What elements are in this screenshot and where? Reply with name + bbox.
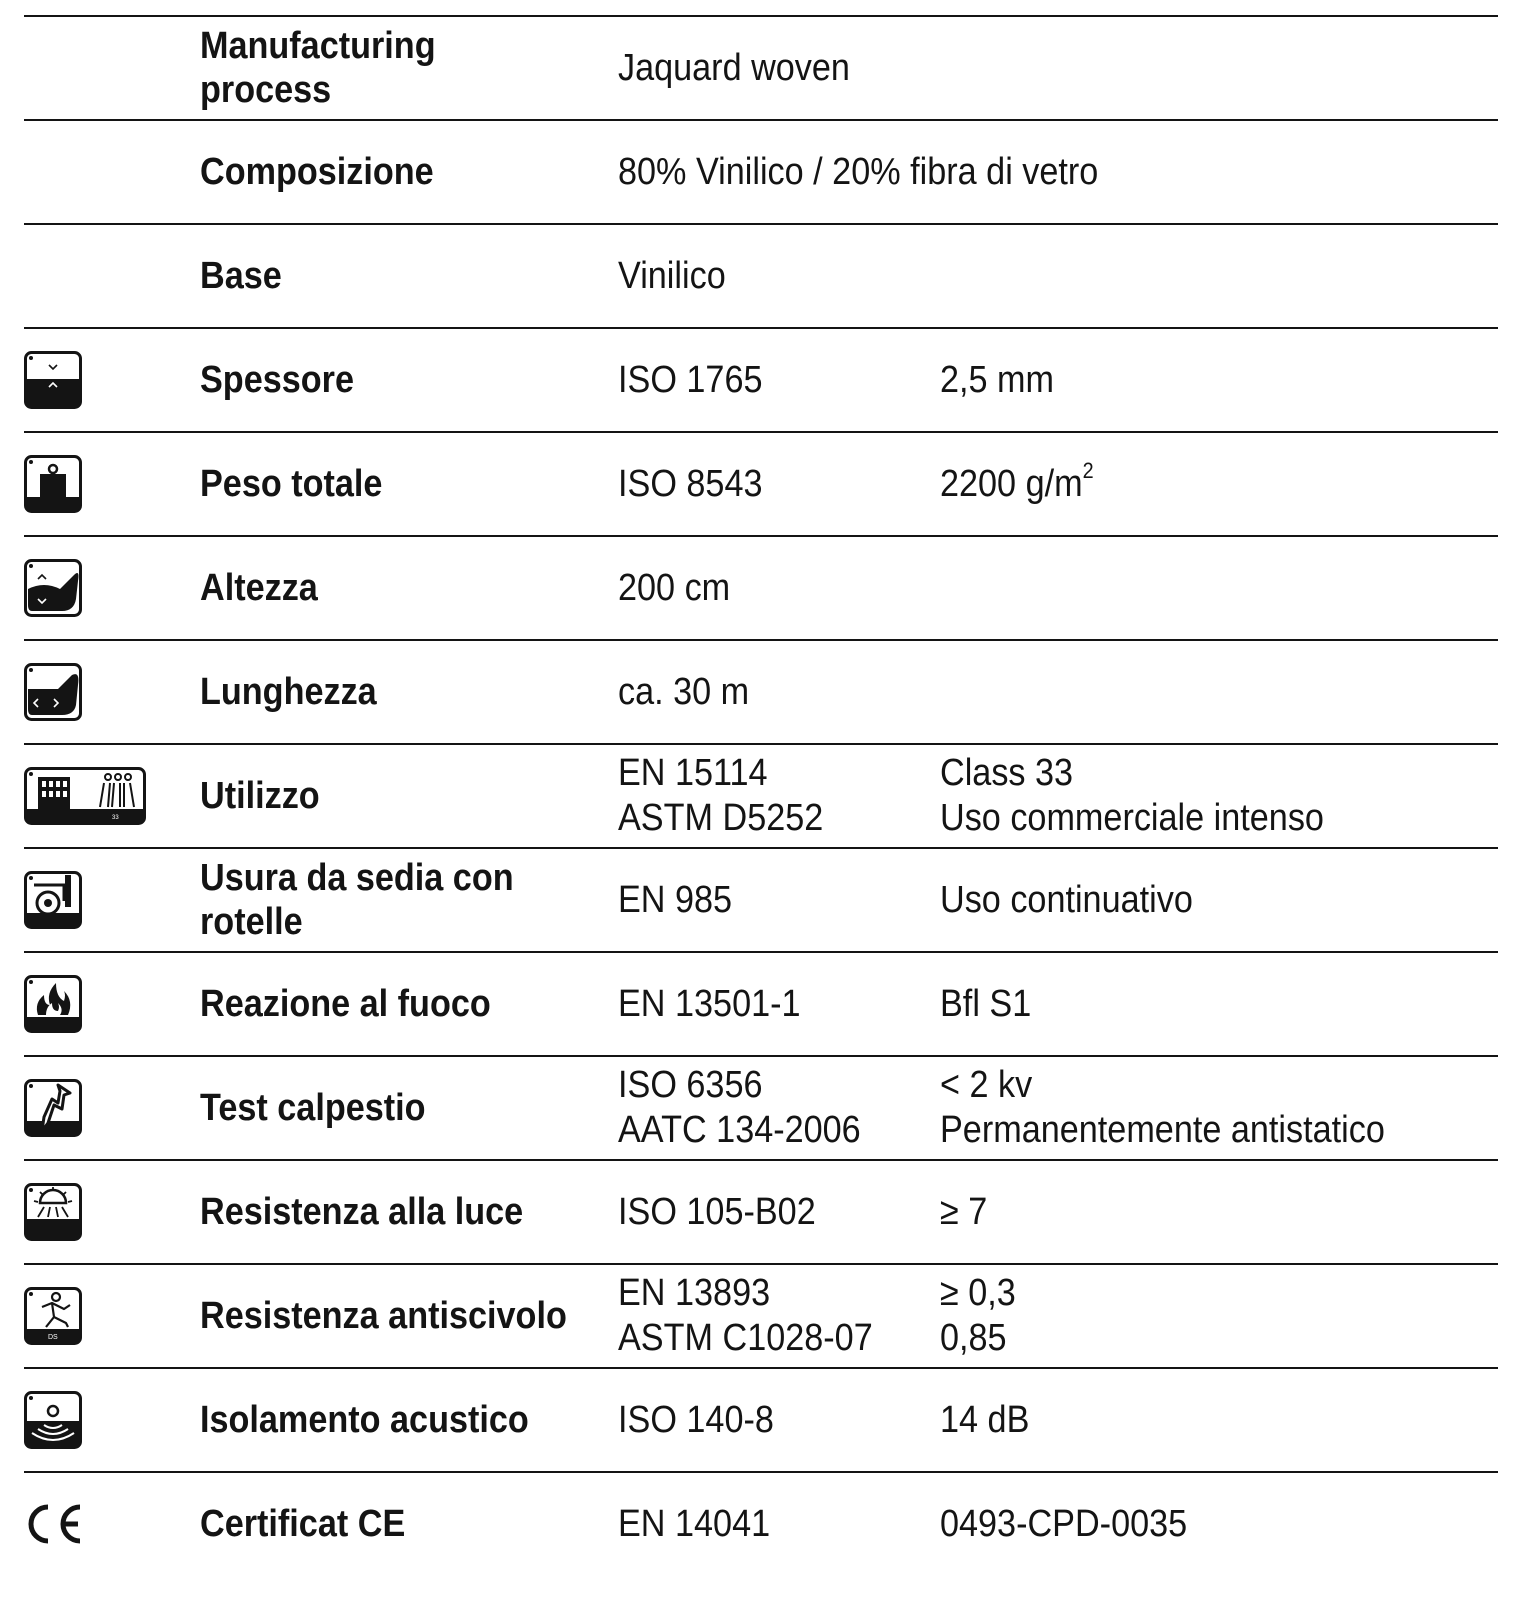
spec-label: Base [200,255,282,297]
spec-label: Altezza [200,567,318,609]
spec-value: Uso continuativo [940,878,1193,921]
spec-label: Lunghezza [200,671,377,713]
spec-value: Class 33 Uso commerciale intenso [940,752,1324,839]
spec-label: Resistenza alla luce [200,1191,524,1233]
spec-standard: Jaquard woven [618,46,850,89]
roll-height-icon [24,559,82,617]
spec-label: Usura da sedia con rotelle [200,857,514,943]
spec-standard: EN 13501-1 [618,982,801,1025]
spec-standard: ISO 140-8 [618,1398,774,1441]
spec-label: Resistenza antiscivolo [200,1295,567,1337]
roll-length-icon [24,663,82,721]
spec-row-peso-totale [24,431,1498,535]
spec-row-composizione [24,119,1498,223]
spec-row-spessore [24,327,1498,431]
spec-value: 14 dB [940,1398,1030,1441]
lightfastness-icon [24,1183,82,1241]
thickness-icon [24,351,82,409]
spec-row-test-calpestio [24,1055,1498,1159]
spec-standard: Vinilico [618,254,726,297]
spec-standard: EN 13893 ASTM C1028-07 [618,1272,873,1359]
spec-standard: ISO 105-B02 [618,1190,816,1233]
spec-row-reazione-fuoco [24,951,1498,1055]
spec-standard: 80% Vinilico / 20% fibra di vetro [618,150,1099,193]
spec-standard: EN 15114 ASTM D5252 [618,752,824,839]
spec-table [24,15,1498,1575]
antistatic-icon [24,1079,82,1137]
fire-icon [24,975,82,1033]
spec-label: Peso totale [200,463,383,505]
spec-value: ≥ 7 [940,1190,988,1233]
spec-standard: EN 14041 [618,1502,771,1545]
spec-value: Bfl S1 [940,982,1032,1025]
spec-row-resistenza-antiscivolo [24,1263,1498,1367]
spec-label: Spessore [200,359,354,401]
spec-row-manufacturing-process [24,15,1498,119]
spec-row-resistenza-luce [24,1159,1498,1263]
weight-icon [24,455,82,513]
spec-value: < 2 kv Permanentemente antistatico [940,1064,1385,1151]
spec-row-certificat-ce [24,1471,1498,1575]
spec-value: 0493-CPD-0035 [940,1502,1188,1545]
spec-standard: 200 cm [618,566,731,609]
spec-label: Reazione al fuoco [200,983,491,1025]
spec-label: Manufacturing process [200,25,436,111]
spec-row-lunghezza [24,639,1498,743]
spec-row-altezza [24,535,1498,639]
spec-standard: ISO 6356 AATC 134-2006 [618,1064,861,1151]
spec-label: Isolamento acustico [200,1399,529,1441]
spec-label: Certificat CE [200,1503,406,1545]
spec-label: Utilizzo [200,775,320,817]
spec-row-utilizzo [24,743,1498,847]
spec-value: 2,5 mm [940,358,1055,401]
spec-row-base [24,223,1498,327]
spec-standard: ISO 1765 [618,358,763,401]
spec-standard: ISO 8543 [618,462,763,505]
svg-text:DS: DS [48,1334,58,1341]
spec-row-usura-sedia [24,847,1498,951]
spec-row-isolamento-acustico [24,1367,1498,1471]
slip-resistance-icon [24,1287,82,1345]
spec-value: ≥ 0,3 0,85 [940,1272,1016,1359]
spec-value: 2200 $g/m^2$ [940,457,1094,505]
ce-mark-icon [24,1495,82,1553]
castor-chair-icon [24,871,82,929]
acoustic-icon [24,1391,82,1449]
spec-standard: EN 985 [618,878,733,921]
spec-label: Composizione [200,151,434,193]
spec-standard: ca. 30 m [618,670,750,713]
usage-class-icon [24,767,146,825]
svg-text:33: 33 [112,815,119,821]
spec-label: Test calpestio [200,1087,426,1129]
